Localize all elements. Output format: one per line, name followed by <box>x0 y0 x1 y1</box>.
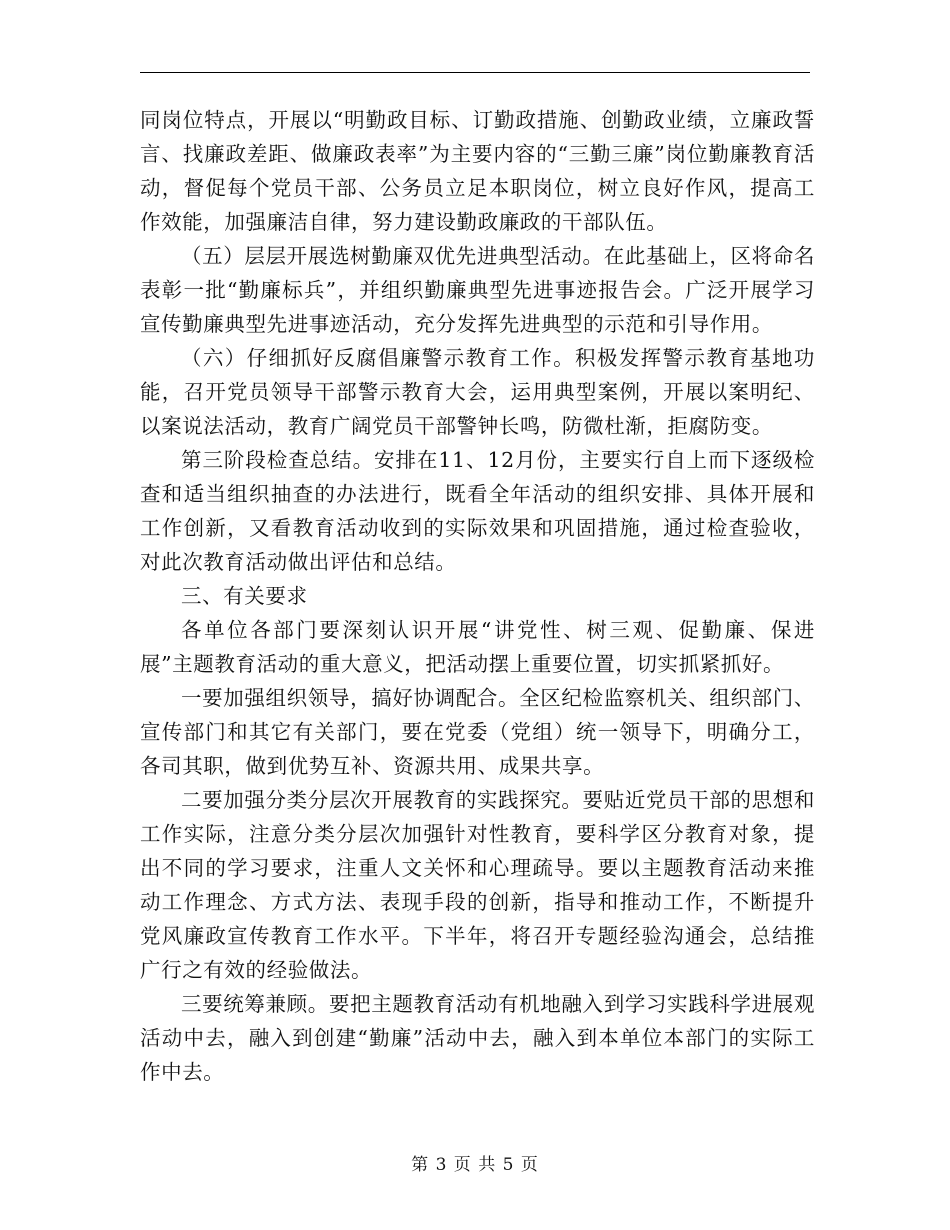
page-number-footer: 第 3 页 共 5 页 <box>411 1155 539 1175</box>
paragraph-requirement-three: 三要统筹兼顾。要把主题教育活动有机地融入到学习实践科学进展观活动中去，融入到创建“勤廉”活动中去，融入到本单位本部门的实际工作中去。 <box>140 992 815 1084</box>
section-heading-requirements: 三、有关要求 <box>181 584 308 608</box>
paragraph-intro-requirements: 各单位各部门要深刻认识开展“讲党性、树三观、促勤廉、保进展”主题教育活动的重大意义，把活动摆上重要位置，切实抓紧抓好。 <box>140 618 815 676</box>
body-text <box>140 103 815 1089</box>
header-rule <box>140 72 810 73</box>
paragraph-stage-three: 第三阶段检查总结。安排在11、12月份，主要实行自上而下逐级检查和适当组织抽查的办法进行，既看全年活动的组织安排、具体开展和工作创新，又看教育活动收到的实际效果和巩固措施，通过检查验收，对此次教育活动做出评估和总结。 <box>140 448 815 574</box>
paragraph-item-six: （六）仔细抓好反腐倡廉警示教育工作。积极发挥警示教育基地功能，召开党员领导干部警示教育大会，运用典型案例，开展以案明纪、以案说法活动，教育广阔党员干部警钟长鸣，防微杜渐，拒腐防变。 <box>140 346 815 438</box>
paragraph-requirement-two: 二要加强分类分层次开展教育的实践探究。要贴近党员干部的思想和工作实际，注意分类分层次加强针对性教育，要科学区分教育对象，提出不同的学习要求，注重人文关怀和心理疏导。要以主题教育活动来推动工作理念、方式方法、表现手段的创新，指导和推动工作，不断提升党风廉政宣传教育工作水平。下半年，将召开专题经验沟通会，总结推广行之有效的经验做法。 <box>140 788 815 982</box>
paragraph-continued: 同岗位特点，开展以“明勤政目标、订勤政措施、创勤政业绩，立廉政誓言、找廉政差距、做廉政表率”为主要内容的“三勤三廉”岗位勤廉教育活动，督促每个党员干部、公务员立足本职岗位，树立良好作风，提高工作效能，加强廉洁自律，努力建设勤政廉政的干部队伍。 <box>140 108 815 234</box>
paragraph-requirement-one: 一要加强组织领导，搞好协调配合。全区纪检监察机关、组织部门、宣传部门和其它有关部门，要在党委（党组）统一领导下，明确分工，各司其职，做到优势互补、资源共用、成果共享。 <box>140 686 815 778</box>
paragraph-item-five: （五）层层开展选树勤廉双优先进典型活动。在此基础上，区将命名表彰一批“勤廉标兵”，并组织勤廉典型先进事迹报告会。广泛开展学习宣传勤廉典型先进事迹活动，充分发挥先进典型的示范和引导作用。 <box>140 244 815 336</box>
